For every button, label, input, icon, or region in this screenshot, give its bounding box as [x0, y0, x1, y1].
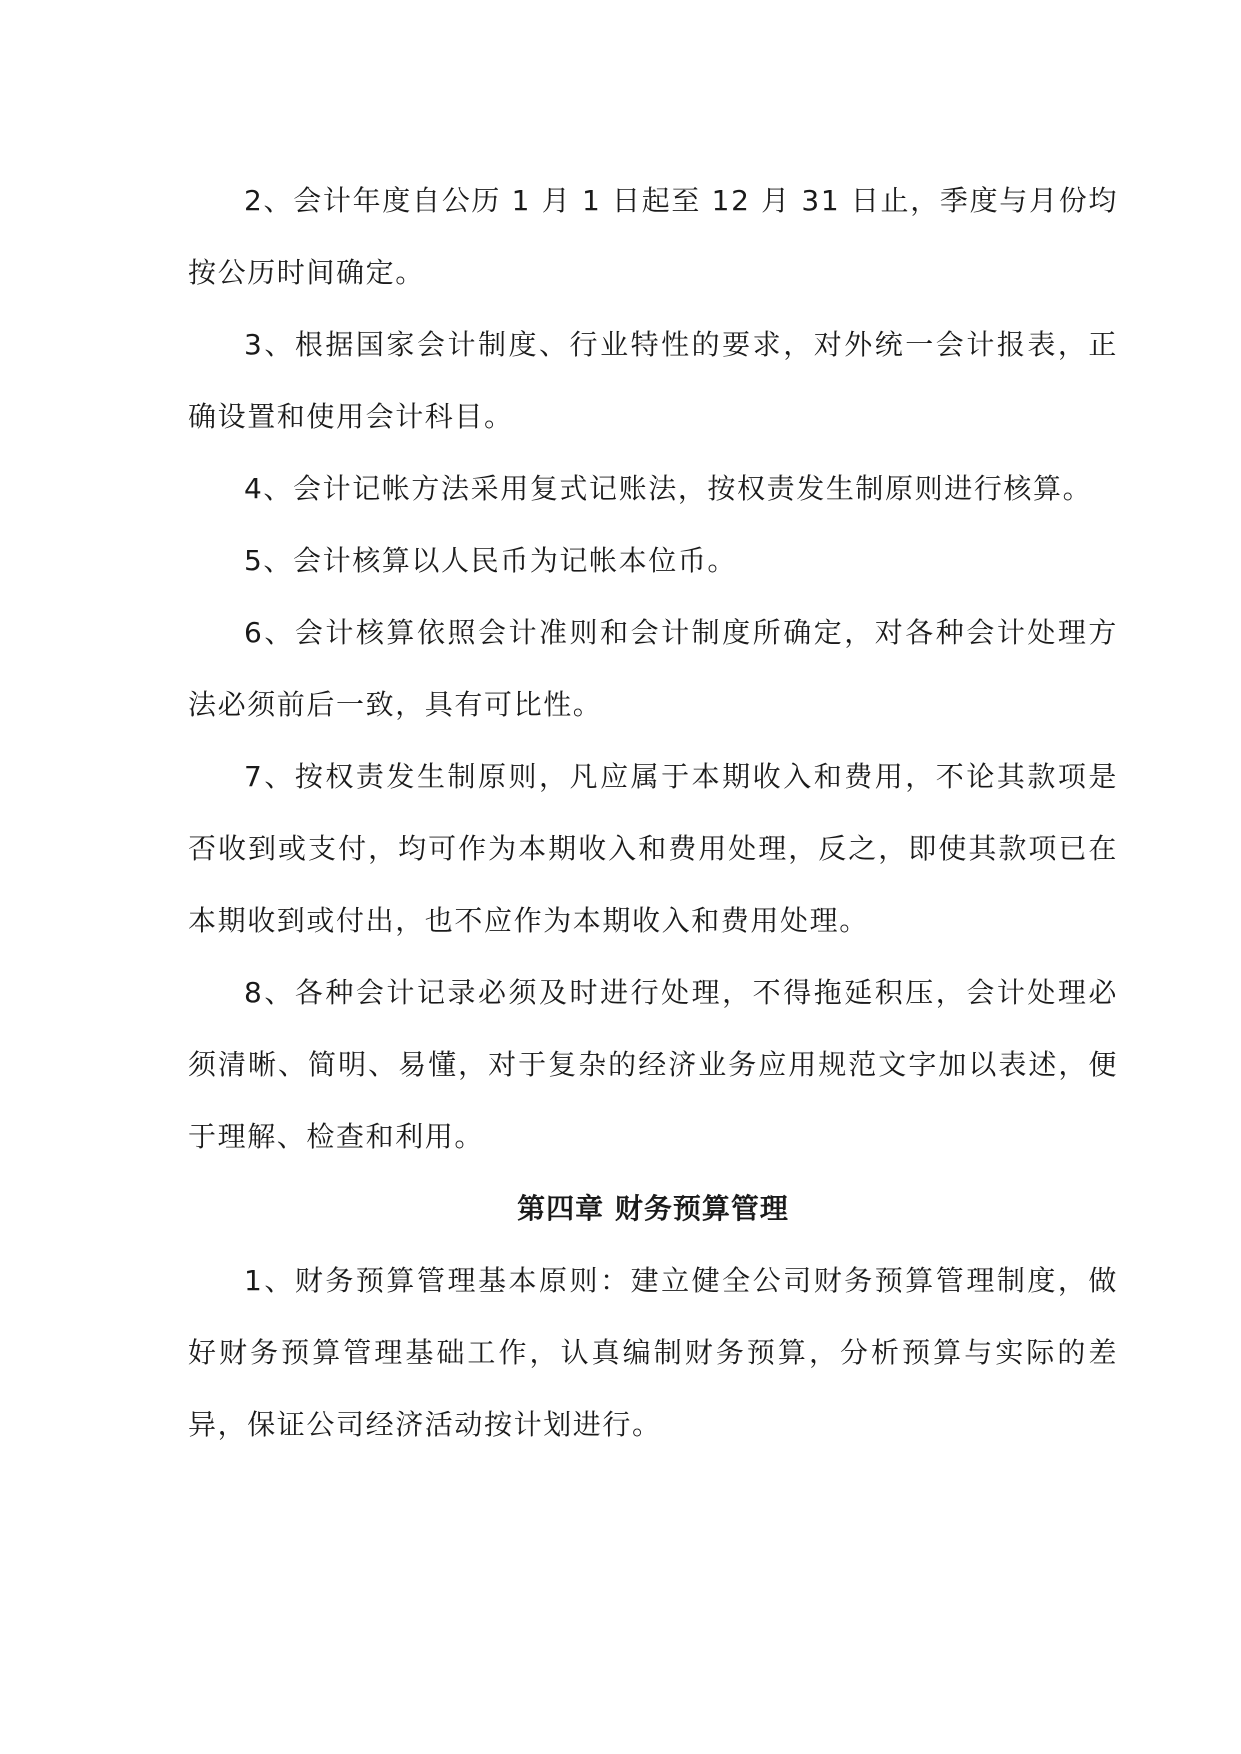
paragraph-item-6: 6、会计核算依照会计准则和会计制度所确定，对各种会计处理方法必须前后一致，具有可比性。: [188, 616, 1118, 721]
paragraph-budget-principle: 1、财务预算管理基本原则：建立健全公司财务预算管理制度，做好财务预算管理基础工作，认真编制财务预算，分析预算与实际的差异，保证公司经济活动按计划进行。: [188, 1264, 1118, 1441]
paragraph-item-5: 5、会计核算以人民币为记帐本位币。: [244, 544, 738, 577]
chapter-title: 第四章 财务预算管理: [517, 1192, 789, 1225]
paragraph-item-2: 2、会计年度自公历 1 月 1 日起至 12 月 31 日止，季度与月份均按公历时间确定。: [188, 184, 1118, 289]
paragraph-item-3: 3、根据国家会计制度、行业特性的要求，对外统一会计报表，正确设置和使用会计科目。: [188, 328, 1118, 433]
document-body: [188, 165, 1118, 1461]
paragraph-item-8: 8、各种会计记录必须及时进行处理，不得拖延积压，会计处理必须清晰、简明、易懂，对于复杂的经济业务应用规范文字加以表述，便于理解、检查和利用。: [188, 976, 1118, 1153]
paragraph-item-7: 7、按权责发生制原则，凡应属于本期收入和费用，不论其款项是否收到或支付，均可作为本期收入和费用处理，反之，即使其款项已在本期收到或付出，也不应作为本期收入和费用处理。: [188, 760, 1118, 937]
paragraph-item-4: 4、会计记帐方法采用复式记账法，按权责发生制原则进行核算。: [244, 472, 1093, 505]
